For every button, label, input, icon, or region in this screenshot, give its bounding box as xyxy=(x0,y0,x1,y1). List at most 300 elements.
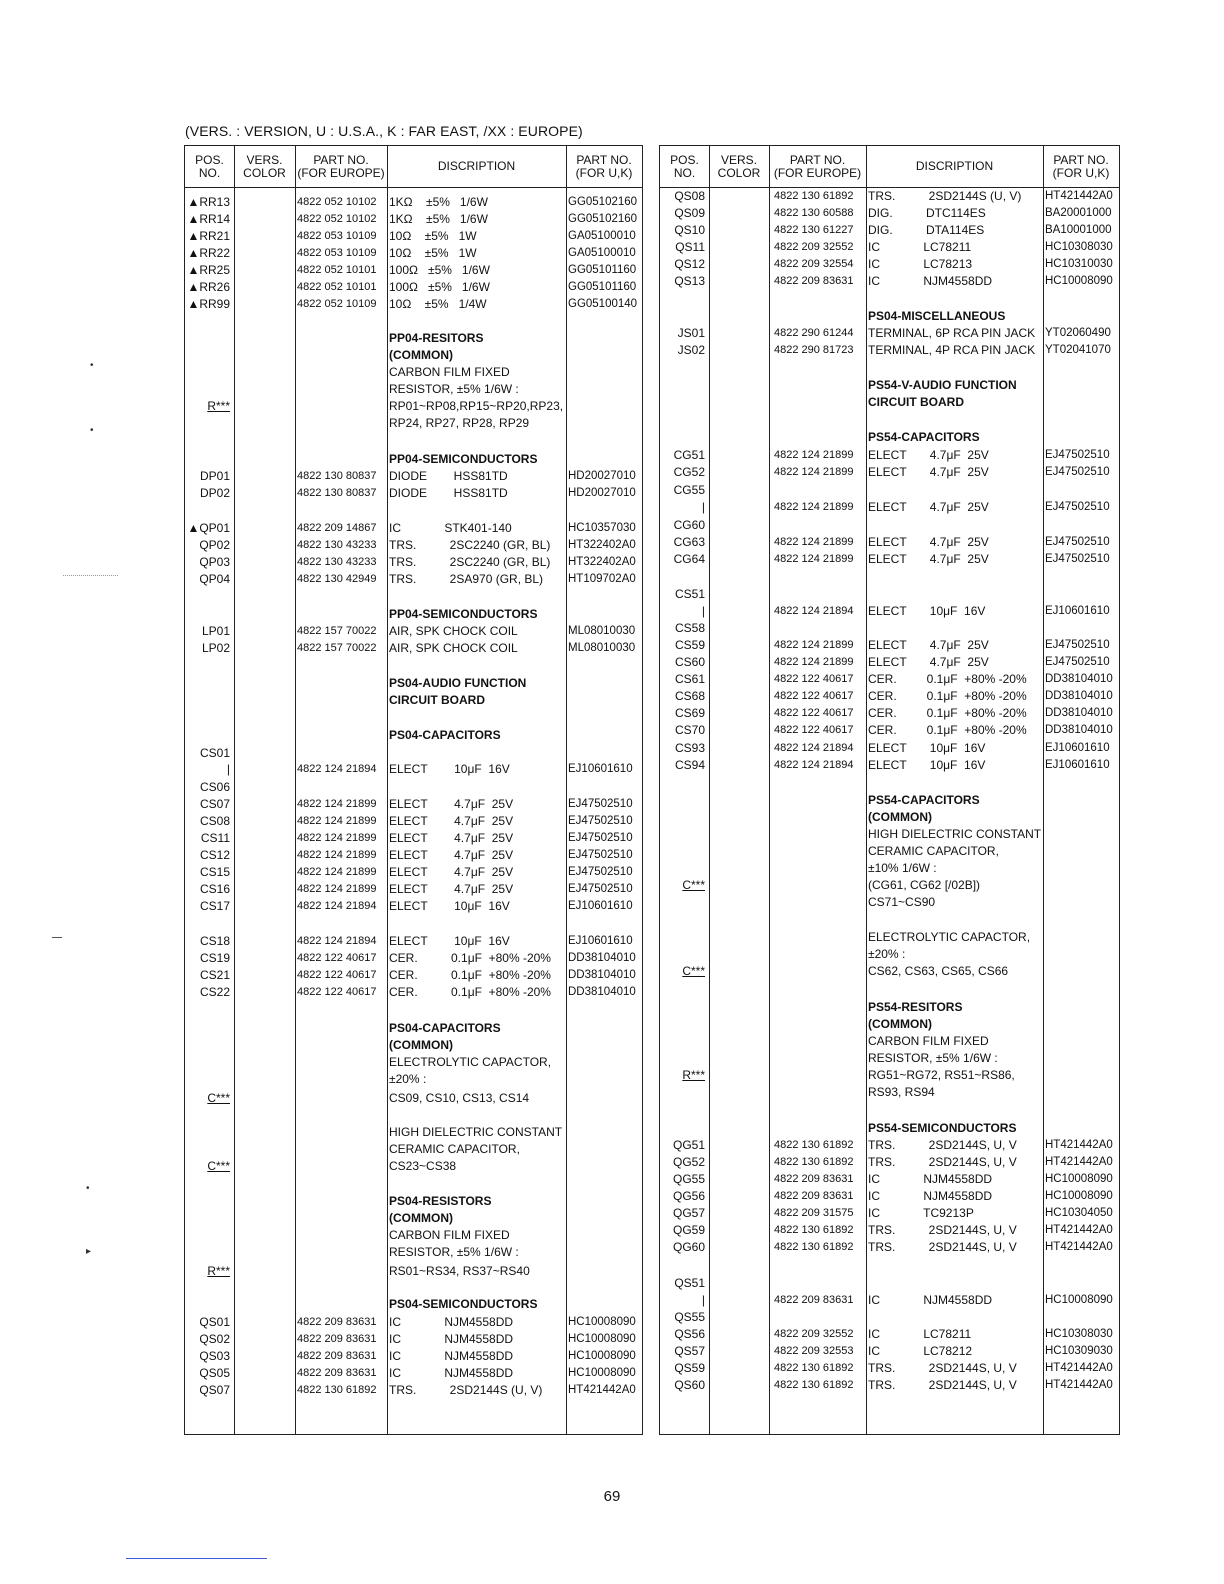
table-row xyxy=(660,654,1119,671)
table-row xyxy=(185,1348,642,1365)
cell-desc: ELECT 4.7μF 25V xyxy=(868,655,989,669)
cell-desc: ELECT 10μF 16V xyxy=(389,899,510,913)
cell-pk: EJ47502510 xyxy=(1045,466,1110,478)
table-row xyxy=(660,1050,1119,1067)
table-row xyxy=(185,1331,642,1348)
cell-part: 4822 130 60588 xyxy=(774,207,854,219)
cell-part: 4822 122 40617 xyxy=(297,969,377,981)
table-row xyxy=(185,640,642,657)
cell-pos: C*** xyxy=(682,878,705,892)
table-row xyxy=(185,211,642,228)
table-row xyxy=(185,950,642,967)
cell-pk: EJ47502510 xyxy=(1045,501,1110,513)
cell-pos: QG51 xyxy=(672,1138,705,1152)
cell-pos: QS59 xyxy=(674,1361,705,1375)
cell-desc: IC STK401-140 xyxy=(389,521,512,535)
table-row xyxy=(185,761,642,778)
cell-desc: TRS. 2SD2144S, U, V xyxy=(868,1155,1017,1169)
cell-part: 4822 124 21894 xyxy=(774,759,854,771)
cell-desc: CARBON FILM FIXED xyxy=(389,1228,510,1242)
cell-desc: ELECT 4.7μF 25V xyxy=(868,552,989,566)
cell-pos: CS68 xyxy=(674,689,705,703)
cell-pos: CS60 xyxy=(674,655,705,669)
table-row xyxy=(185,745,642,762)
cell-pos: CS18 xyxy=(199,934,230,948)
table-row xyxy=(185,1244,642,1261)
table-row xyxy=(660,534,1119,551)
cell-desc: ELECT 4.7μF 25V xyxy=(389,797,514,811)
cell-desc: IC NJM4558DD xyxy=(868,1293,993,1307)
cell-part: 4822 052 10109 xyxy=(297,298,377,310)
cell-part: 4822 052 10102 xyxy=(297,213,377,225)
table-row xyxy=(660,188,1119,205)
cell-desc: 1KΩ ±5% 1/6W xyxy=(389,212,488,226)
cell-part: 4822 124 21899 xyxy=(774,656,854,668)
cell-desc: ELECT 10μF 16V xyxy=(389,762,510,776)
cell-pos: QS57 xyxy=(674,1344,705,1358)
table-row xyxy=(185,262,642,279)
cell-desc: IC NJM4558DD xyxy=(389,1332,514,1346)
cell-pk: DD38104010 xyxy=(568,952,636,964)
cell-desc: CER. 0.1μF +80% -20% xyxy=(389,951,551,965)
table-row xyxy=(660,1222,1119,1239)
cell-pos: CS01 xyxy=(199,746,230,760)
table-row xyxy=(660,963,1119,980)
cell-pos: ▲RR25 xyxy=(187,263,230,277)
cell-pos: QG59 xyxy=(672,1223,705,1237)
cell-part: 4822 052 10101 xyxy=(297,281,377,293)
header-partno-eu xyxy=(295,146,387,187)
cell-desc: ELECT 10μF 16V xyxy=(868,604,986,618)
table-row xyxy=(185,1314,642,1331)
table-row xyxy=(660,946,1119,963)
cell-pos: CG60 xyxy=(673,518,705,532)
table-row xyxy=(660,722,1119,739)
cell-desc: (CG61, CG62 [/02B]) xyxy=(868,878,981,892)
cell-pk: GG05100140 xyxy=(568,298,638,310)
cell-part: 4822 052 10102 xyxy=(297,196,377,208)
table-row xyxy=(660,671,1119,688)
cell-desc: PS54-V-AUDIO FUNCTION xyxy=(868,378,1017,392)
cell-pos: CS19 xyxy=(199,951,230,965)
cell-desc: 10Ω ±5% 1W xyxy=(389,246,477,260)
cell-desc: TRS. 2SC2240 (GR, BL) xyxy=(389,555,551,569)
cell-part: 4822 209 83631 xyxy=(297,1367,377,1379)
cell-desc: ELECT 4.7μF 25V xyxy=(868,638,989,652)
table-row xyxy=(185,1296,642,1313)
cell-part: 4822 124 21899 xyxy=(297,849,377,861)
cell-desc: PS04-CAPACITORS xyxy=(389,728,501,742)
cell-desc: CIRCUIT BOARD xyxy=(389,693,485,707)
cell-desc: IC NJM4558DD xyxy=(868,1189,993,1203)
table-row xyxy=(185,1037,642,1054)
cell-desc: IC TC9213P xyxy=(868,1206,974,1220)
cell-pk: HT322402A0 xyxy=(568,539,636,551)
cell-desc: ±10% 1/6W : xyxy=(868,861,937,875)
header-pos-label: POS. NO. xyxy=(195,152,224,180)
cell-pos: ▲RR21 xyxy=(187,229,230,243)
table-row xyxy=(185,813,642,830)
cell-part: 4822 052 10101 xyxy=(297,264,377,276)
table-row xyxy=(185,847,642,864)
table-row xyxy=(185,485,642,502)
cell-part: 4822 209 32554 xyxy=(774,258,854,270)
cell-pk: HC10304050 xyxy=(1045,1207,1113,1219)
cell-part: 4822 124 21899 xyxy=(297,798,377,810)
cell-pos: C*** xyxy=(682,964,705,978)
cell-pk: GG05102160 xyxy=(568,196,638,208)
table-row xyxy=(660,929,1119,946)
table-row xyxy=(660,860,1119,877)
cell-pk: HT421442A0 xyxy=(1045,1139,1113,1151)
cell-part: 4822 209 83631 xyxy=(297,1333,377,1345)
table-row xyxy=(660,1171,1119,1188)
cell-part: 4822 130 61892 xyxy=(774,1156,854,1168)
table-row xyxy=(660,999,1119,1016)
cell-desc: 10Ω ±5% 1W xyxy=(389,229,477,243)
cell-pos: QS08 xyxy=(674,189,705,203)
header-partno-uk-label: PART NO. (FOR U,K) xyxy=(1052,152,1110,180)
table-row xyxy=(660,499,1119,516)
cell-desc: IC LC78212 xyxy=(868,1344,973,1358)
cell-part: 4822 290 61244 xyxy=(774,327,854,339)
cell-desc: HIGH DIELECTRIC CONSTANT xyxy=(389,1125,563,1139)
cell-desc: CER. 0.1μF +80% -20% xyxy=(868,672,1027,686)
cell-pos: CS17 xyxy=(199,899,230,913)
cell-pos: C*** xyxy=(207,1091,230,1105)
cell-desc: CIRCUIT BOARD xyxy=(868,395,964,409)
cell-pos: QG60 xyxy=(672,1240,705,1254)
table-row xyxy=(660,1016,1119,1033)
cell-desc: IC NJM4558DD xyxy=(868,1172,993,1186)
table-row xyxy=(660,877,1119,894)
table-row xyxy=(185,1020,642,1037)
cell-pk: HT421442A0 xyxy=(1045,190,1113,202)
cell-pos: CS06 xyxy=(199,780,230,794)
cell-pos: R*** xyxy=(207,1264,230,1278)
cell-pos: QG52 xyxy=(672,1155,705,1169)
header-partno-uk xyxy=(1043,146,1119,187)
table-row xyxy=(185,1263,642,1280)
table-row xyxy=(185,228,642,245)
cell-desc: RS93, RS94 xyxy=(868,1085,935,1099)
cell-part: 4822 209 14867 xyxy=(297,522,377,534)
cell-pk: HD20027010 xyxy=(568,470,636,482)
cell-pos: ▲RR13 xyxy=(187,195,230,209)
cell-pos: CG55 xyxy=(673,483,705,497)
cell-pos: CG52 xyxy=(673,465,705,479)
cell-desc: ±20% : xyxy=(389,1072,427,1086)
cell-part: 4822 209 83631 xyxy=(774,1173,854,1185)
cell-desc: IC LC78211 xyxy=(868,240,972,254)
cell-pos: QS12 xyxy=(674,257,705,271)
table-row xyxy=(660,809,1119,826)
cell-desc: PS54-RESITORS xyxy=(868,1000,963,1014)
header-pos xyxy=(185,146,234,187)
cell-pk: BA10001000 xyxy=(1045,224,1112,236)
table-row xyxy=(660,1239,1119,1256)
table-row xyxy=(185,245,642,262)
cell-pk: HT322402A0 xyxy=(568,556,636,568)
cell-pos: QG55 xyxy=(672,1172,705,1186)
cell-pk: HC10008090 xyxy=(568,1333,636,1345)
cell-pk: EJ10601610 xyxy=(568,900,633,912)
cell-pk: HT421442A0 xyxy=(1045,1156,1113,1168)
cell-desc: CARBON FILM FIXED xyxy=(868,1034,989,1048)
cell-part: 4822 130 43233 xyxy=(297,556,377,568)
cell-pk: HC10008090 xyxy=(1045,275,1113,287)
cell-desc: ELECT 4.7μF 25V xyxy=(868,535,989,549)
cell-desc: ELECT 4.7μF 25V xyxy=(868,448,989,462)
table-row xyxy=(185,1382,642,1399)
cell-desc: (COMMON) xyxy=(868,1017,932,1031)
cell-part: 4822 209 83631 xyxy=(774,1190,854,1202)
cell-pos: QP03 xyxy=(199,555,230,569)
table-row xyxy=(185,1124,642,1141)
cell-desc: CS23~CS38 xyxy=(389,1159,457,1173)
cell-desc: ELECT 4.7μF 25V xyxy=(389,882,514,896)
cell-pos: DP02 xyxy=(199,486,230,500)
cell-desc: TRS. 2SD2144S, U, V xyxy=(868,1240,1017,1254)
cell-part: 4822 122 40617 xyxy=(297,986,377,998)
cell-pos: DP01 xyxy=(199,469,230,483)
header-description-label: DISCRIPTION xyxy=(915,159,994,173)
cell-pk: BA20001000 xyxy=(1045,207,1112,219)
table-row xyxy=(660,551,1119,568)
cell-pos: JS02 xyxy=(677,343,705,357)
cell-part: 4822 124 21894 xyxy=(774,742,854,754)
cell-desc: ELECT 4.7μF 25V xyxy=(389,865,514,879)
cell-desc: CER. 0.1μF +80% -20% xyxy=(868,706,1027,720)
cell-pos: CS11 xyxy=(200,831,230,845)
cell-pk: EJ47502510 xyxy=(568,798,633,810)
cell-desc: PS54-CAPACITORS xyxy=(868,793,980,807)
cell-part: 4822 209 31575 xyxy=(774,1207,854,1219)
cell-pos: QS13 xyxy=(674,274,705,288)
table-row xyxy=(185,933,642,950)
cell-pk: HC10310030 xyxy=(1045,258,1113,270)
header-vers-label: VERS. COLOR xyxy=(717,152,761,180)
cell-pk: DD38104010 xyxy=(1045,690,1113,702)
cell-pos: CS69 xyxy=(674,706,705,720)
cell-pk: HC10008090 xyxy=(568,1316,636,1328)
cell-pos: CS58 xyxy=(674,621,705,635)
footer-rule xyxy=(126,1558,267,1559)
cell-pk: EJ10601610 xyxy=(568,935,633,947)
cell-part: 4822 209 32552 xyxy=(774,1328,854,1340)
table-row xyxy=(660,688,1119,705)
cell-part: 4822 124 21899 xyxy=(297,832,377,844)
cell-pk: GA05100010 xyxy=(568,230,636,242)
cell-desc: TRS. 2SD2144S, U, V xyxy=(868,1223,1017,1237)
cell-pos: CG63 xyxy=(673,535,705,549)
cell-pk: HC10008090 xyxy=(1045,1173,1113,1185)
table-row xyxy=(185,279,642,296)
cell-part: 4822 130 61892 xyxy=(774,1139,854,1151)
cell-pk: DD38104010 xyxy=(1045,673,1113,685)
table-row xyxy=(660,447,1119,464)
table-row xyxy=(660,1188,1119,1205)
table-row xyxy=(660,239,1119,256)
cell-pos: CS94 xyxy=(674,758,705,772)
table-row xyxy=(660,325,1119,342)
table-row xyxy=(185,1193,642,1210)
cell-desc: PS54-CAPACITORS xyxy=(868,430,980,444)
cell-pk: HC10357030 xyxy=(568,522,636,534)
table-row xyxy=(185,1071,642,1088)
cell-pk: HT421442A0 xyxy=(1045,1379,1113,1391)
table-row xyxy=(185,864,642,881)
header-partno-eu-label: PART NO. (FOR EUROPE) xyxy=(773,152,862,180)
cell-desc: PP04-SEMICONDUCTORS xyxy=(389,607,538,621)
table-row xyxy=(660,1033,1119,1050)
cell-desc: DIG. DTA114ES xyxy=(868,223,985,237)
table-row xyxy=(185,1090,642,1107)
cell-pos: CS61 xyxy=(674,672,705,686)
cell-pk: EJ10601610 xyxy=(568,763,633,775)
cell-pos: QS10 xyxy=(674,223,705,237)
table-row xyxy=(185,727,642,744)
cell-desc: TRS. 2SD2144S, U, V xyxy=(868,1378,1017,1392)
cell-desc: ELECTROLYTIC CAPACTOR, xyxy=(868,930,1031,944)
cell-desc: RS01~RS34, RS37~RS40 xyxy=(389,1264,530,1278)
table-row xyxy=(660,1292,1119,1309)
table-row xyxy=(660,705,1119,722)
cell-desc: PS54-SEMICONDUCTORS xyxy=(868,1121,1017,1135)
cell-pk: EJ47502510 xyxy=(1045,639,1110,651)
cell-desc: PS04-RESISTORS xyxy=(389,1194,492,1208)
cell-desc: CER. 0.1μF +80% -20% xyxy=(389,985,551,999)
table-row xyxy=(185,1227,642,1244)
cell-part: 4822 130 61892 xyxy=(774,190,854,202)
cell-desc: TERMINAL, 4P RCA PIN JACK xyxy=(868,343,1036,357)
cell-pk: EJ47502510 xyxy=(568,815,633,827)
cell-part: 4822 130 42949 xyxy=(297,573,377,585)
header-vers xyxy=(709,146,769,187)
cell-desc: (COMMON) xyxy=(389,348,453,362)
table-row xyxy=(660,1120,1119,1137)
cell-part: 4822 130 61227 xyxy=(774,224,854,236)
header-description xyxy=(866,146,1043,187)
table-row xyxy=(185,1158,642,1175)
cell-part: 4822 053 10109 xyxy=(297,230,377,242)
cell-desc: PS04-SEMICONDUCTORS xyxy=(389,1297,538,1311)
cell-part: 4822 124 21894 xyxy=(774,605,854,617)
cell-part: 4822 124 21899 xyxy=(774,466,854,478)
cell-pos: CS51 xyxy=(674,587,705,601)
cell-pos: QS55 xyxy=(674,1310,705,1324)
cell-desc: PS04-CAPACITORS xyxy=(389,1021,501,1035)
cell-part: 4822 157 70022 xyxy=(297,642,377,654)
cell-pk: DD38104010 xyxy=(568,986,636,998)
table-row xyxy=(660,1154,1119,1171)
cell-pos: | xyxy=(226,762,230,776)
scan-mark: • xyxy=(90,425,94,436)
cell-desc: ELECT 4.7μF 25V xyxy=(389,814,514,828)
table-row xyxy=(185,381,642,398)
cell-desc: TERMINAL, 6P RCA PIN JACK xyxy=(868,326,1036,340)
cell-desc: RP24, RP27, RP28, RP29 xyxy=(389,416,530,430)
cell-desc: CER. 0.1μF +80% -20% xyxy=(868,723,1027,737)
table-row xyxy=(660,429,1119,446)
cell-pk: GG05101160 xyxy=(568,264,637,276)
cell-desc: 10Ω ±5% 1/4W xyxy=(389,297,487,311)
cell-desc: HIGH DIELECTRIC CONSTANT xyxy=(868,827,1042,841)
cell-pos: QS11 xyxy=(675,240,705,254)
table-row xyxy=(660,894,1119,911)
cell-part: 4822 053 10109 xyxy=(297,247,377,259)
cell-pos: CS07 xyxy=(199,797,230,811)
cell-pos: R*** xyxy=(682,1068,705,1082)
cell-desc: ELECT 10μF 16V xyxy=(389,934,510,948)
table-row xyxy=(660,394,1119,411)
cell-part: 4822 157 70022 xyxy=(297,625,377,637)
cell-pos: CG51 xyxy=(673,448,705,462)
cell-pk: HT421442A0 xyxy=(1045,1362,1113,1374)
header-partno-eu xyxy=(769,146,866,187)
cell-pos: | xyxy=(701,500,705,514)
cell-pk: HT421442A0 xyxy=(1045,1224,1113,1236)
table-row xyxy=(185,194,642,211)
cell-desc: PS04-MISCELLANEOUS xyxy=(868,309,1006,323)
header-partno-uk xyxy=(566,146,642,187)
table-row xyxy=(185,779,642,796)
cell-part: 4822 130 43233 xyxy=(297,539,377,551)
cell-desc: CER. 0.1μF +80% -20% xyxy=(389,968,551,982)
scan-mark xyxy=(63,575,118,576)
cell-pos: | xyxy=(701,604,705,618)
cell-pos: CS93 xyxy=(674,741,705,755)
cell-desc: TRS. 2SD2144S, U, V xyxy=(868,1361,1017,1375)
scan-mark: • xyxy=(90,360,94,371)
table-row xyxy=(185,967,642,984)
cell-part: 4822 124 21899 xyxy=(297,866,377,878)
cell-pk: ML08010030 xyxy=(568,625,636,637)
version-legend: (VERS. : VERSION, U : U.S.A., K : FAR EAST, /XX : EUROPE) xyxy=(185,123,583,139)
table-row xyxy=(185,451,642,468)
cell-part: 4822 124 21899 xyxy=(297,883,377,895)
cell-part: 4822 130 61892 xyxy=(774,1241,854,1253)
cell-desc: TRS. 2SA970 (GR, BL) xyxy=(389,572,544,586)
cell-pk: EJ47502510 xyxy=(1045,656,1110,668)
cell-desc: ELECT 4.7μF 25V xyxy=(868,465,989,479)
cell-pk: EJ47502510 xyxy=(568,832,633,844)
table-header xyxy=(185,146,642,188)
cell-pos: C*** xyxy=(207,1159,230,1173)
cell-desc: IC LC78213 xyxy=(868,257,973,271)
cell-desc: ±20% : xyxy=(868,947,906,961)
cell-part: 4822 130 80837 xyxy=(297,487,377,499)
cell-desc: TRS. 2SD2144S (U, V) xyxy=(389,1383,543,1397)
table-row xyxy=(660,1275,1119,1292)
cell-pos: LP02 xyxy=(201,641,230,655)
cell-desc: CERAMIC CAPACITOR, xyxy=(389,1142,520,1156)
cell-part: 4822 124 21899 xyxy=(297,815,377,827)
cell-pos: CS70 xyxy=(674,723,705,737)
parts-table-left xyxy=(184,145,643,1435)
cell-pos: QG57 xyxy=(672,1206,705,1220)
cell-part: 4822 124 21899 xyxy=(774,501,854,513)
table-row xyxy=(660,308,1119,325)
table-row xyxy=(660,603,1119,620)
table-row xyxy=(185,1210,642,1227)
cell-pos: ▲RR14 xyxy=(187,212,230,226)
cell-part: 4822 209 83631 xyxy=(297,1350,377,1362)
cell-pk: HC10008090 xyxy=(568,1350,636,1362)
cell-desc: DIODE HSS81TD xyxy=(389,469,508,483)
table-row xyxy=(660,482,1119,499)
table-row xyxy=(185,1365,642,1382)
